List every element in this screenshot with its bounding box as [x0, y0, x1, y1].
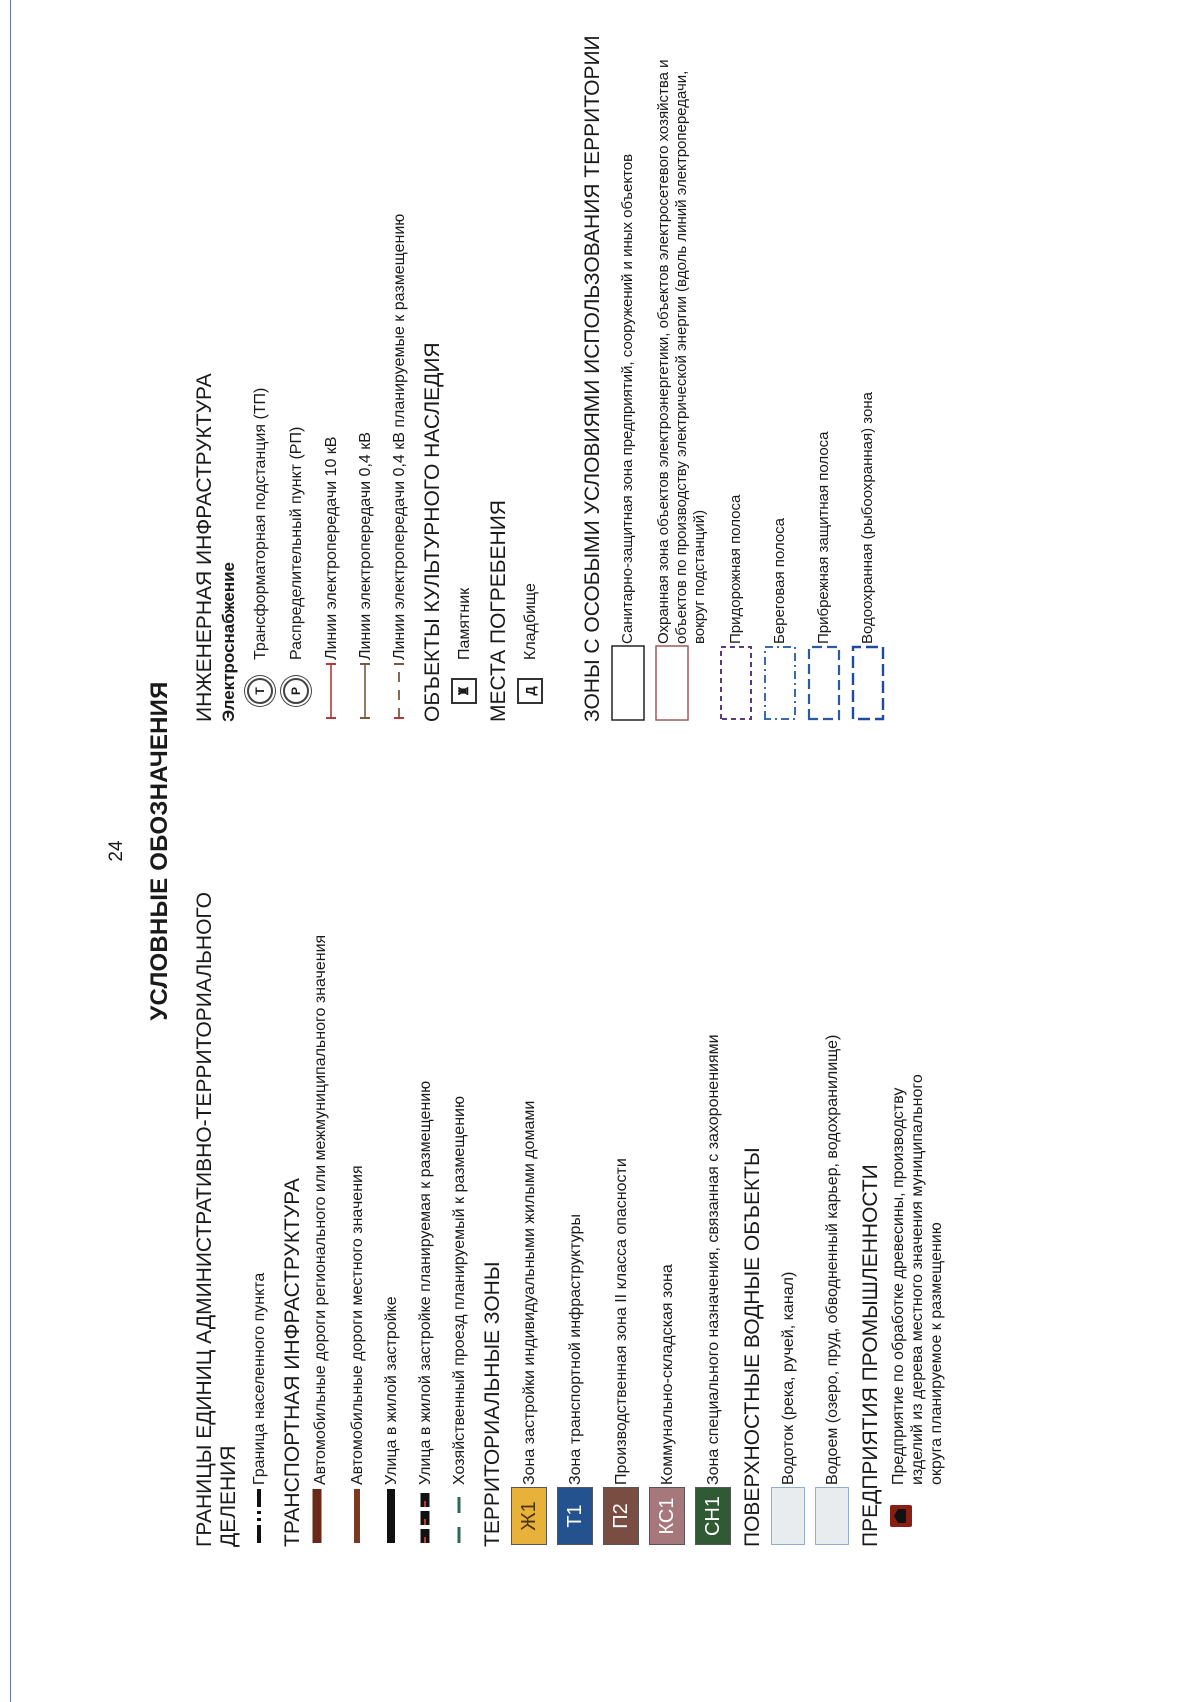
legend-item-settlement-boundary	[247, 847, 271, 1547]
legend-label: Автомобильные дороги регионального или межмуниципального значения	[312, 934, 329, 1485]
street-planned-icon	[419, 1485, 431, 1547]
legend-label: Придорожная полоса	[727, 494, 744, 644]
sanitary-zone-swatch	[611, 644, 645, 722]
legend-item-power-protect	[655, 22, 709, 722]
wood-enterprise-icon	[889, 1485, 913, 1547]
industry-heading: ПРЕДПРИЯТИЯ ПРОМЫШЛЕННОСТИ	[859, 1164, 882, 1547]
legend-item-pond	[815, 847, 849, 1547]
zone-code: П2	[603, 1487, 639, 1545]
legend-left-column	[193, 847, 956, 1547]
legend-label: Улица в жилой застройке	[382, 1296, 400, 1485]
legend-item-regional-roads	[311, 847, 335, 1547]
legend-item-cemetery	[517, 22, 543, 722]
pond-swatch	[815, 1485, 849, 1547]
boundary-line-icon	[254, 1485, 264, 1547]
legend-label: Санитарно-защитная зона предприятий, сооружений и иных объектов	[619, 153, 636, 644]
legend-item-shore	[763, 22, 797, 722]
legend-item-waterprotect	[851, 22, 885, 722]
legend-label: Водоем (озеро, пруд, обводненный карьер, водохранилище)	[823, 1034, 841, 1485]
legend-item-street	[379, 847, 403, 1547]
cemetery-icon: Д	[517, 660, 543, 722]
power-supply-subheading: Электроснабжение	[219, 562, 238, 722]
legend-label: Зона застройки индивидуальными жилыми домами	[520, 1100, 538, 1485]
legend-label: Улица в жилой застройке планируемая к размещению	[416, 1080, 434, 1485]
legend-label: Предприятие по обработке древесины, производству изделий из дерева местного значения муниципального округа планируемое к размещению	[890, 1074, 945, 1485]
legend-item-tp	[247, 22, 273, 722]
legend-label: Распределительный пункт (РП)	[287, 426, 305, 660]
zone-swatch	[557, 1485, 593, 1547]
legend-item-street-planned	[413, 847, 437, 1547]
legend-label: Кладбище	[521, 583, 539, 660]
legend-label: Прибрежная защитная полоса	[815, 431, 832, 644]
legend-label: Производственная зона II класса опасности	[612, 1158, 630, 1485]
zones-heading: ТЕРРИТОРИАЛЬНЫЕ ЗОНЫ	[481, 1261, 504, 1547]
zone-swatch	[603, 1485, 639, 1547]
shore-strip-swatch	[763, 644, 797, 722]
legend-label: Водоток (река, ручей, канал)	[779, 1271, 797, 1485]
legend-label: Зона транспортной инфраструктуры	[566, 1214, 584, 1485]
water-heading: ПОВЕРХНОСТНЫЕ ВОДНЫЕ ОБЪЕКТЫ	[741, 1147, 764, 1547]
heritage-heading: ОБЪЕКТЫ КУЛЬТУРНОГО НАСЛЕДИЯ	[421, 342, 444, 722]
coastal-strip-swatch	[807, 644, 841, 722]
drive-planned-icon	[454, 1485, 464, 1547]
legend-label: Зона специального назначения, связанная с захоронениями	[704, 1034, 722, 1485]
legend-item-stream	[771, 847, 805, 1547]
waterprotect-zone-swatch	[851, 644, 885, 722]
legend-item-zone	[557, 847, 593, 1547]
legend-item-wood-enterprise	[889, 847, 946, 1547]
legend-right-column	[193, 22, 895, 722]
legend-label: Линии электропередачи 10 кВ	[322, 436, 340, 660]
legend-item-drive-planned	[447, 847, 471, 1547]
legend-item-zone	[511, 847, 547, 1547]
boundaries-heading: ГРАНИЦЫ ЕДИНИЦ АДМИНИСТРАТИВНО-ТЕРРИТОРИАЛЬНОГО ДЕЛЕНИЯ	[193, 892, 240, 1547]
legend-label: Коммунально-складская зона	[658, 1264, 676, 1485]
legend-item-line04-planned	[387, 22, 411, 722]
zone-code: СН1	[695, 1487, 731, 1545]
power-protect-zone-swatch	[655, 644, 689, 722]
power-line-04kv-icon	[358, 660, 372, 722]
legend-item-rp	[283, 22, 309, 722]
page-title: УСЛОВНЫЕ ОБОЗНАЧЕНИЯ	[146, 681, 173, 1021]
zone-swatch	[511, 1485, 547, 1547]
roadside-strip-swatch	[719, 644, 753, 722]
regional-road-icon	[311, 1485, 323, 1547]
transport-heading: ТРАНСПОРТНАЯ ИНФРАСТРУКТУРА	[281, 1178, 304, 1547]
power-line-planned-icon	[392, 660, 406, 722]
legend-label: Памятник	[455, 587, 473, 660]
legend-label: Граница населенного пункта	[250, 1272, 268, 1485]
legend-label: Трансформаторная подстанция (ТП)	[251, 387, 269, 660]
burial-heading: МЕСТА ПОГРЕБЕНИЯ	[487, 500, 510, 722]
legend-label: Автомобильные дороги местного значения	[348, 1165, 366, 1485]
legend-item-zone	[603, 847, 639, 1547]
legend-label: Охранная зона объектов электроэнергетики, объектов электросетевого хозяйства и объектов по производству электрической энергии (вдоль линий электропередачи, вокруг подстанций)	[655, 59, 708, 644]
legend-label: Линии электропередачи 0,4 кВ планируемые к размещению	[390, 213, 408, 660]
special-zones-heading: ЗОНЫ С ОСОБЫМИ УСЛОВИЯМИ ИСПОЛЬЗОВАНИЯ ТЕРРИТОРИИ	[581, 35, 604, 722]
page-number: 24	[106, 840, 127, 862]
legend-label: Хозяйственный проезд планируемый к размещению	[450, 1096, 468, 1485]
local-road-icon	[352, 1485, 362, 1547]
legend-item-coastal	[807, 22, 841, 722]
legend-item-line10	[319, 22, 343, 722]
legend-item-monument	[451, 22, 477, 722]
stream-swatch	[771, 1485, 805, 1547]
legend-label: Водоохранная (рыбоохранная) зона	[859, 392, 876, 644]
legend-item-zone	[649, 847, 685, 1547]
legend-item-sanitary	[611, 22, 645, 722]
zone-code: КС1	[649, 1487, 685, 1545]
legend-item-line04	[353, 22, 377, 722]
distribution-point-icon: Р	[283, 660, 309, 722]
legend-label: Линии электропередачи 0,4 кВ	[356, 432, 374, 660]
transformer-substation-icon: Т	[247, 660, 273, 722]
zone-code: Т1	[557, 1487, 593, 1545]
zone-swatch	[695, 1485, 731, 1547]
legend-item-zone	[695, 847, 731, 1547]
legend-label: Береговая полоса	[771, 517, 788, 644]
street-icon	[385, 1485, 397, 1547]
zone-code: Ж1	[511, 1487, 547, 1545]
engineering-heading: ИНЖЕНЕРНАЯ ИНФРАСТРУКТУРА	[193, 373, 216, 722]
legend-item-local-roads	[345, 847, 369, 1547]
power-line-10kv-icon	[324, 660, 338, 722]
zone-swatch	[649, 1485, 685, 1547]
legend-item-roadside	[719, 22, 753, 722]
zone-list	[511, 847, 731, 1547]
monument-icon: ♜	[451, 660, 477, 722]
